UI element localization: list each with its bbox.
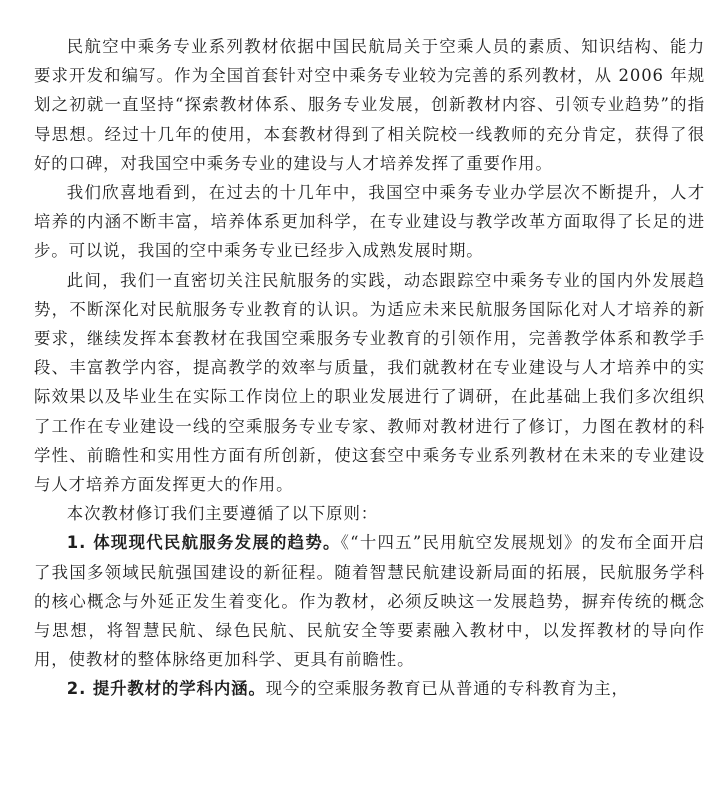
paragraph-text: 本次教材修订我们主要遵循了以下原则： [66, 504, 379, 524]
paragraph-text: 此间，我们一直密切关注民航服务的实践，动态跟踪空中乘务专业的国内外发展趋势，不断深化对民航服务专业教育的认识。为适应未来民航服务国际化对人才培养的新要求，继续发挥本套教材在我国空乘服务专业教育的引领作用，完善教学体系和教学手段、丰富教学内容，提高教学的效率与质量，我们就教材在专业建设与人才培养中的实际效果以及毕业生在实际工作岗位上的职业发展进行了调研，在此基础上我们多次组织了工作在专业建设一线的空乘服务专业专家、教师对教材进行了修订，力图在教材的科学性、前瞻性和实用性方面有所创新，使这套空中乘务专业系列教材在未来的专业建设与人才培养方面发挥更大的作用。 [34, 270, 705, 495]
paragraph-principle-1 [34, 528, 705, 674]
paragraph-progress [34, 178, 705, 266]
paragraph-text: 《“十四五”民用航空发展规划》的发布全面开启了我国多领域民航强国建设的新征程。随着智慧民航建设新局面的拓展，民航服务学科的核心概念与外延正发生着变化。作为教材，必须反映这一发展趋势，摒弃传统的概念与思想，将智慧民航、绿色民航、民航安全等要素融入教材中，以发挥教材的导向作用，使教材的整体脉络更加科学、更具有前瞻性。 [34, 533, 705, 670]
paragraph-text: 民航空中乘务专业系列教材依据中国民航局关于空乘人员的素质、知识结构、能力要求开发和编写。作为全国首套针对空中乘务专业较为完善的系列教材，从 2006 年规划之初就一直坚持“探索教材体系、服务专业发展，创新教材内容、引领专业趋势”的指导思想。经过十几年的使用，本套教材得到了相关院校一线教师的充分肯定，获得了很好的口碑，对我国空中乘务专业的建设与人才培养发挥了重要作用。 [34, 37, 705, 173]
principle-heading: 2. 提升教材的学科内涵。 [66, 679, 266, 699]
paragraph-intro [34, 32, 705, 178]
principle-heading: 1. 体现现代民航服务发展的趋势。 [66, 533, 341, 553]
paragraph-revision-work [34, 266, 705, 500]
paragraph-principles-intro [34, 499, 705, 528]
paragraph-text: 现今的空乘服务教育已从普通的专科教育为主， [265, 679, 629, 699]
paragraph-text: 我们欣喜地看到，在过去的十几年中，我国空中乘务专业办学层次不断提升，人才培养的内涵不断丰富，培养体系更加科学，在专业建设与教学改革方面取得了长足的进步。可以说，我国的空中乘务专业已经步入成熟发展时期。 [34, 183, 705, 261]
paragraph-principle-2 [34, 674, 705, 703]
